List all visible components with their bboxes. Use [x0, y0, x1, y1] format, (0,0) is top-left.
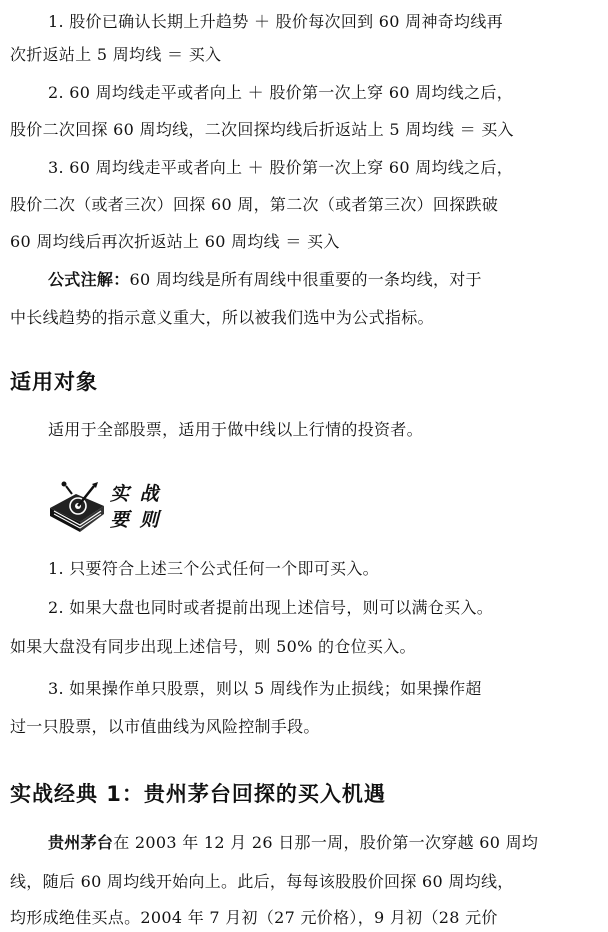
formula-1-line-1: 1. 股价已确认长期上升趋势 ＋ 股价每次回到 60 周神奇均线再	[48, 12, 503, 31]
formula-note-label: 公式注解：	[48, 270, 130, 289]
formula-note-text: 60 周均线是所有周线中很重要的一条均线，对于	[129, 270, 482, 289]
applicable-text: 适用于全部股票，适用于做中线以上行情的投资者。	[48, 420, 423, 439]
formula-3-line-1: 3. 60 周均线走平或者向上 ＋ 股价第一次上穿 60 周均线之后，	[48, 158, 514, 177]
practical-rules-logo	[46, 480, 166, 540]
case-line-1	[48, 833, 600, 853]
case-line-2: 线，随后 60 周均线开始向上。此后，每每该股股价回探 60 周均线，	[10, 872, 514, 891]
formula-2-line-1: 2. 60 周均线走平或者向上 ＋ 股价第一次上穿 60 周均线之后，	[48, 83, 514, 102]
formula-1-line-2: 次折返站上 5 周均线 ＝ 买入	[10, 45, 222, 64]
rule-3-line-1: 3. 如果操作单只股票，则以 5 周线作为止损线；如果操作超	[48, 679, 482, 698]
formula-3-line-2: 股价二次（或者三次）回探 60 周，第二次（或者第三次）回探跌破	[10, 195, 499, 214]
case-line-1-text: 在 2003 年 12 月 26 日那一周，股价第一次穿越 60 周均	[113, 833, 539, 852]
case-line-3: 均形成绝佳买点。2004 年 7 月初（27 元价格），9 月初（28 元价	[10, 908, 498, 927]
book-target-icon	[46, 480, 108, 538]
rule-3-line-2: 过一只股票，以市值曲线为风险控制手段。	[10, 717, 320, 736]
formula-note-line-2: 中长线趋势的指示意义重大，所以被我们选中为公式指标。	[10, 308, 434, 327]
practical-rules-title-line-2: 要 则	[110, 509, 161, 531]
formula-note-line-1	[48, 270, 600, 290]
section-heading-classic-case: 实战经典 1：贵州茅台回探的买入机遇	[10, 782, 386, 806]
section-heading-applicable: 适用对象	[10, 370, 98, 394]
practical-rules-title-line-1: 实 战	[110, 483, 161, 505]
rule-2-line-1: 2. 如果大盘也同时或者提前出现上述信号，则可以满仓买入。	[48, 598, 494, 617]
rule-2-line-2: 如果大盘没有同步出现上述信号，则 50% 的仓位买入。	[10, 637, 416, 656]
case-stock-name: 贵州茅台	[48, 833, 114, 852]
formula-2-line-2: 股价二次回探 60 周均线，二次回探均线后折返站上 5 周均线 ＝ 买入	[10, 120, 514, 139]
practical-rules-title	[110, 481, 161, 533]
rule-1: 1. 只要符合上述三个公式任何一个即可买入。	[48, 559, 379, 578]
formula-3-line-3: 60 周均线后再次折返站上 60 周均线 ＝ 买入	[10, 232, 340, 251]
